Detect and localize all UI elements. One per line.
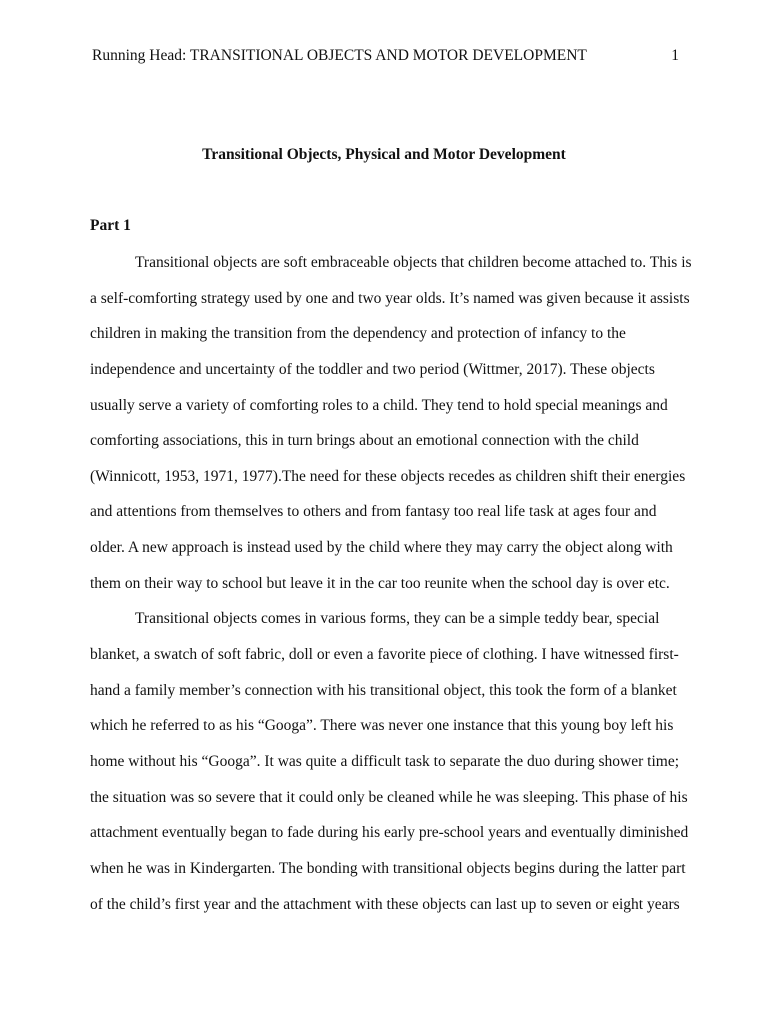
running-head: Running Head: TRANSITIONAL OBJECTS AND MOTOR DEVELOPMENT [92, 47, 587, 64]
paragraph-line: and attentions from themselves to others and from fantasy too real life task at ages four and [90, 503, 657, 521]
paragraph-line: older. A new approach is instead used by the child where they may carry the object along with [90, 539, 673, 557]
body-text [90, 251, 692, 928]
paragraph-line: children in making the transition from the dependency and protection of infancy to the [90, 325, 626, 343]
paragraph-line: usually serve a variety of comforting roles to a child. They tend to hold special meanings and [90, 396, 668, 414]
paragraph-line: independence and uncertainty of the toddler and two period (Wittmer, 2017). These objects [90, 360, 655, 378]
page-number: 1 [671, 47, 679, 64]
paragraph-line: hand a family member’s connection with his transitional object, this took the form of a blanket [90, 681, 677, 699]
paragraph-line: (Winnicott, 1953, 1971, 1977).The need for these objects recedes as children shift their energies [90, 467, 686, 485]
paragraph-line: which he referred to as his “Googa”. There was never one instance that this young boy left his [90, 717, 674, 735]
paragraph-line: Transitional objects comes in various forms, they can be a simple teddy bear, special [135, 610, 660, 628]
paragraph-line: attachment eventually began to fade during his early pre-school years and eventually diminished [90, 824, 689, 842]
paragraph-line: a self-comforting strategy used by one and two year olds. It’s named was given because it assists [90, 289, 690, 307]
paragraph-line: them on their way to school but leave it in the car too reunite when the school day is over etc. [90, 574, 670, 592]
document-title: Transitional Objects, Physical and Motor Development [202, 146, 566, 163]
paragraph-line: when he was in Kindergarten. The bonding with transitional objects begins during the latter part [90, 859, 686, 877]
paragraph-line: blanket, a swatch of soft fabric, doll or even a favorite piece of clothing. I have witnessed first- [90, 646, 679, 664]
paragraph-line: Transitional objects are soft embraceable objects that children become attached to. This is [135, 254, 692, 271]
paragraph-line: the situation was so severe that it could only be cleaned while he was sleeping. This phase of his [90, 788, 688, 806]
page-header [92, 44, 679, 68]
paragraph-line: of the child’s first year and the attachment with these objects can last up to seven or eight years [90, 895, 680, 913]
paragraph-line: home without his “Googa”. It was quite a difficult task to separate the duo during shower time; [90, 752, 680, 770]
paragraph-line: comforting associations, this in turn brings about an emotional connection with the child [90, 432, 639, 450]
section-heading: Part 1 [90, 217, 131, 234]
